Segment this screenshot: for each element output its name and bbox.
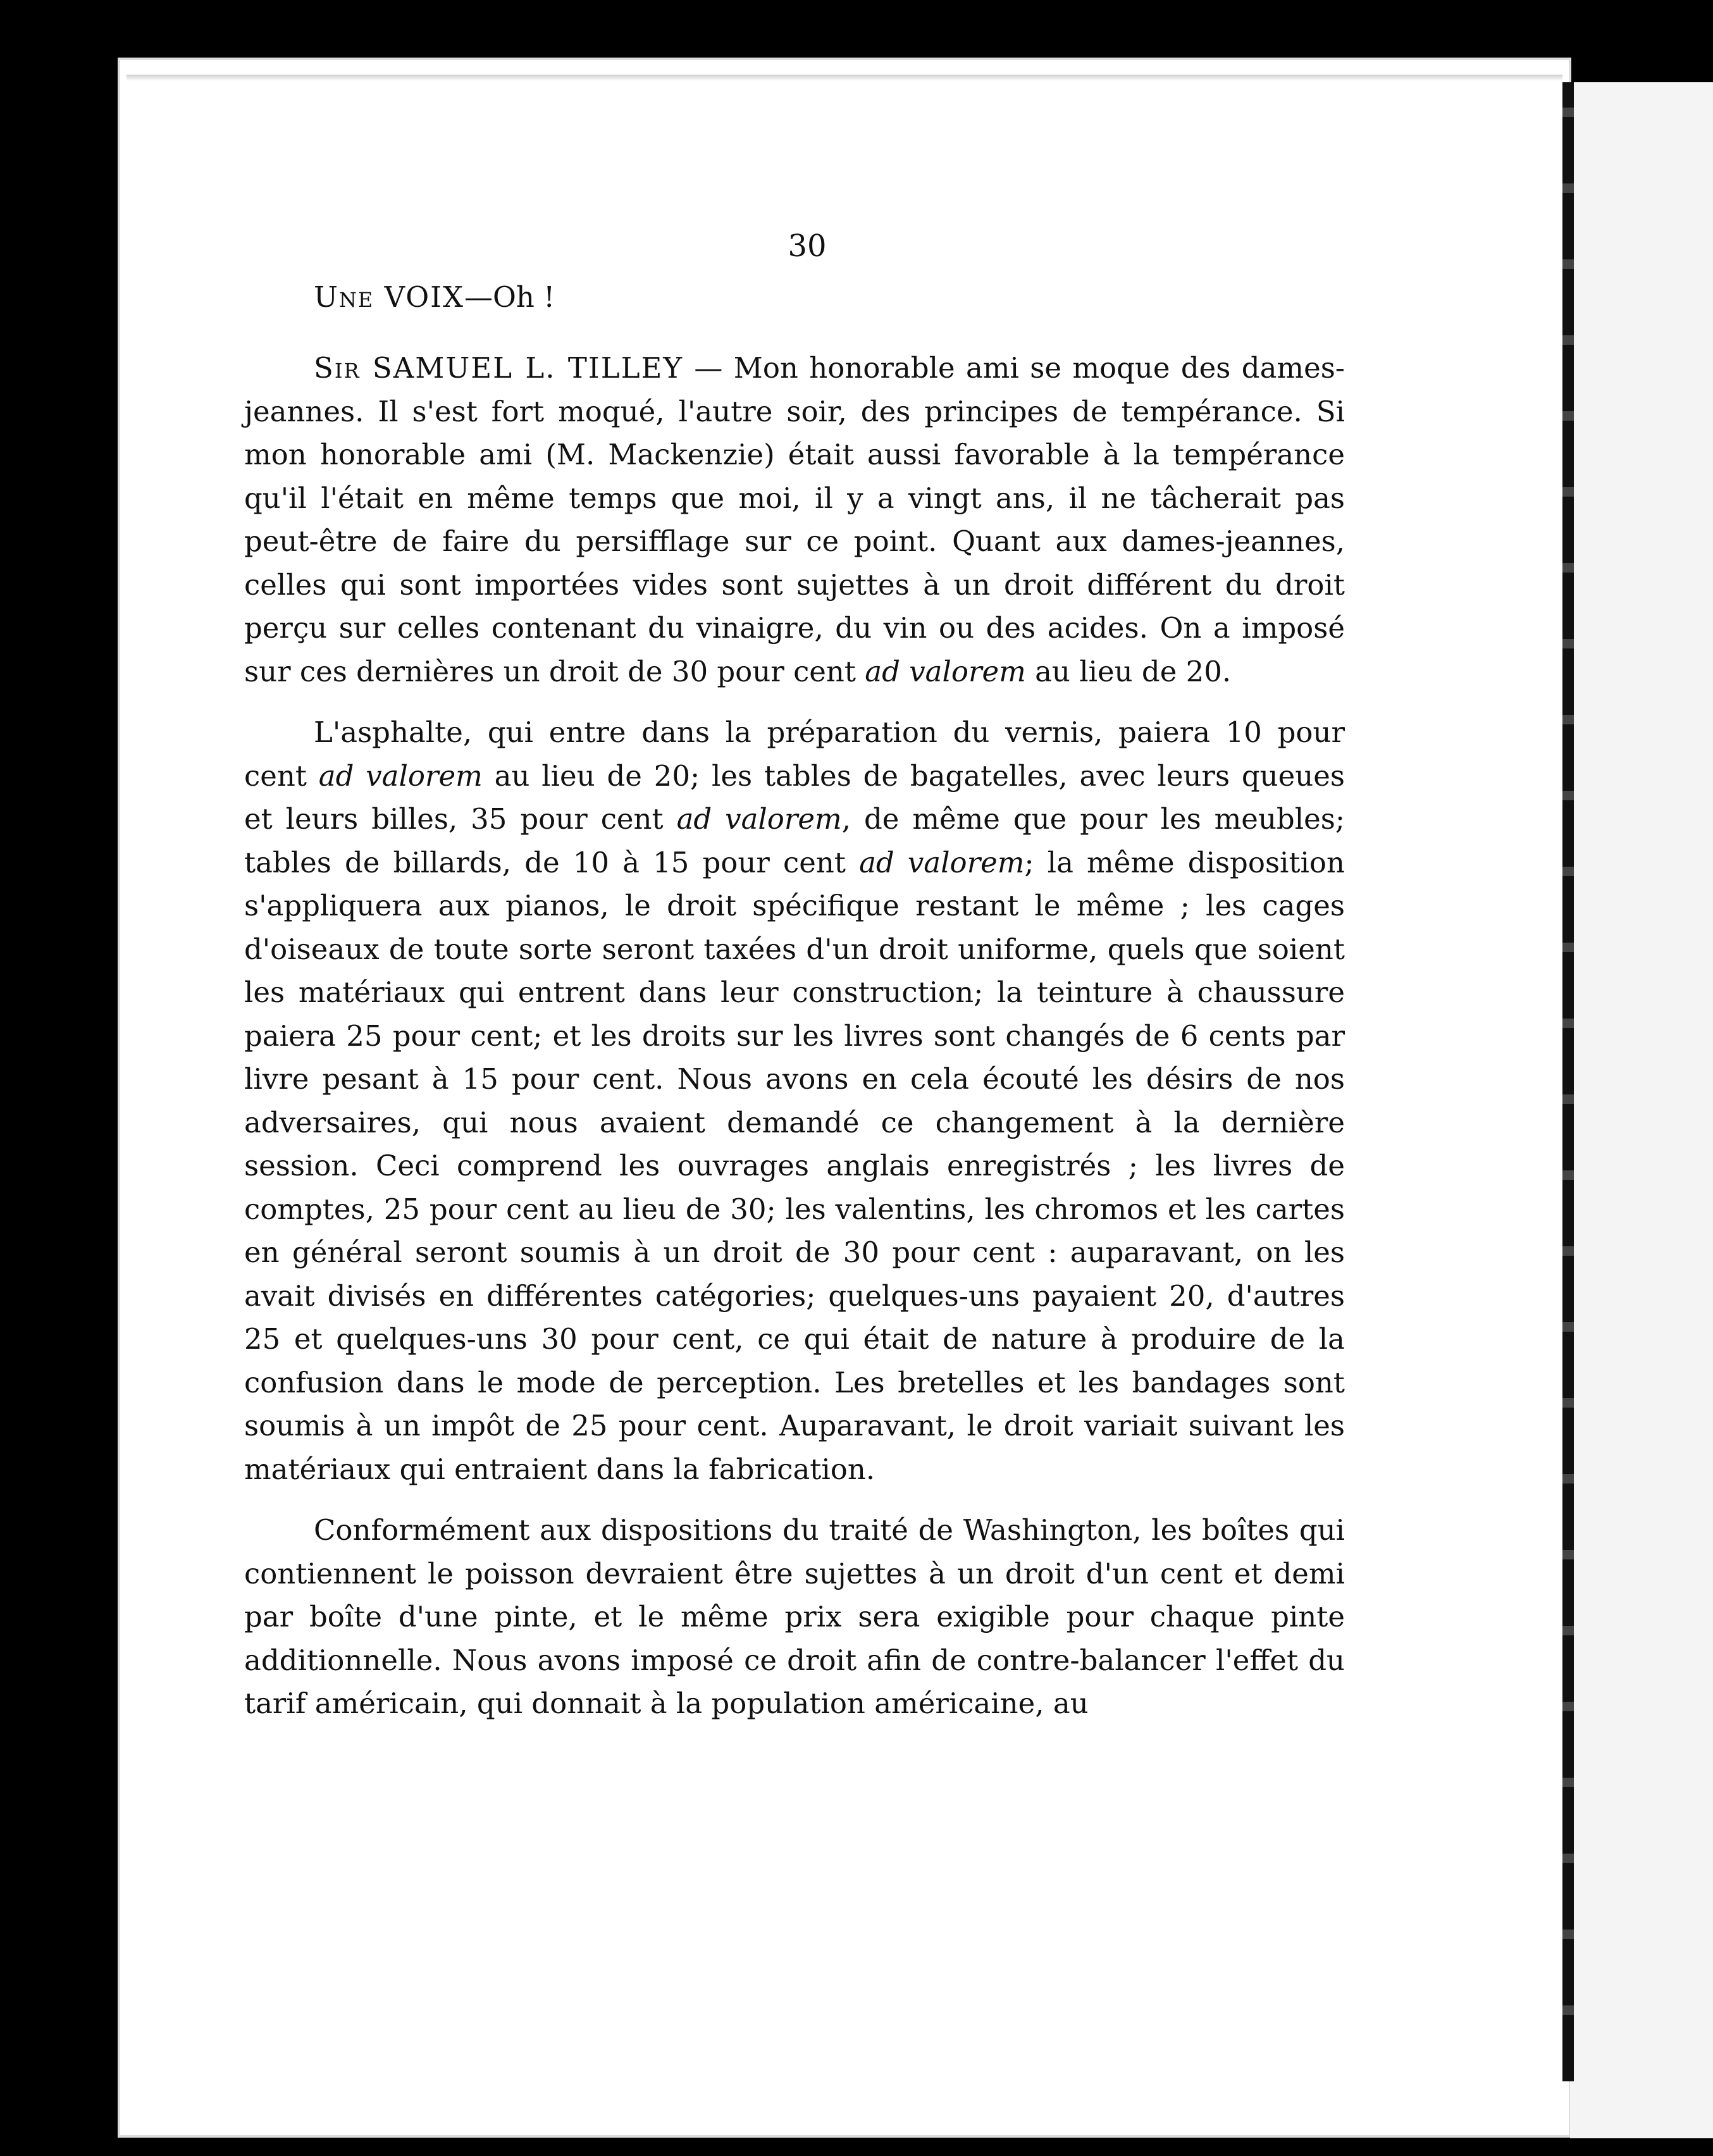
page-number: 30 bbox=[788, 228, 827, 264]
paragraph-asphalt bbox=[244, 711, 1345, 1491]
tilley-italic: ad valorem bbox=[865, 654, 1026, 688]
asphalt-text-3: , de même que pour les meubles; tables de billards, de 10 à 15 pour cent bbox=[244, 802, 1345, 879]
tilley-text-2: au lieu de 20. bbox=[1025, 654, 1232, 688]
page-top-edge bbox=[127, 75, 1562, 81]
asphalt-text-4: ; la même disposition s'appliquera aux pianos, le droit spécifique restant le même ; les cages d'oiseaux de toute sorte seront taxées d'un droit uniforme, quels que soient les matériaux qui entrent dans leur construction; la teinture à chaussure paiera 25 pour cent; et les droits sur les livres sont changés de 6 cents par livre pesant à 15 pour cent. Nous avons en cela écouté les désirs de nos adversaires, qui nous avaient demandé ce changement à la dernière session. Ceci comprend les ouvrages anglais enregistrés ; les livres de comptes, 25 pour cent au lieu de 30; les valentins, les chromos et les cartes en général seront soumis à un droit de 30 pour cent : auparavant, on les avait divisés en différentes catégories; quelques-uns payaient 20, d'autres 25 et quelques-uns 30 pour cent, ce qui était de nature à produire de la confusion dans le mode de perception. Les bretelles et les bandages sont soumis à un impôt de 25 pour cent. Auparavant, le droit variait suivant les matériaux qui entraient dans la fabrication. bbox=[244, 845, 1345, 1486]
speaker-voice: Une VOIX bbox=[314, 280, 464, 314]
tilley-text-1: Mon honorable ami se moque des dames-jeannes. Il s'est fort moqué, l'autre soir, des principes de tempérance. Si mon honorable ami (M. Mackenzie) était aussi favorable à la tempérance qu'il l'était en même temps que moi, il y a vingt ans, il ne tâcherait pas peut-être de faire du persifflage sur ce point. Quant aux dames-jeannes, celles qui sont importées vides sont sujettes à un droit différent du droit perçu sur celles contenant du vinaigre, du vin ou des acides. On a imposé sur ces dernières un droit de 30 pour cent bbox=[244, 351, 1345, 688]
adjacent-page-strip bbox=[1570, 82, 1713, 2138]
tilley-dash: — bbox=[683, 351, 734, 385]
paragraph-tilley bbox=[244, 347, 1345, 693]
voice-line bbox=[244, 276, 1345, 319]
paragraph-washington bbox=[244, 1509, 1345, 1726]
asphalt-text-2: au lieu de 20; les tables de bagatelles, avec leurs queues et leurs billes, 35 pour cent bbox=[244, 759, 1345, 836]
voice-text: Oh ! bbox=[493, 280, 555, 314]
asphalt-italic-3: ad valorem bbox=[859, 845, 1025, 879]
asphalt-italic-2: ad valorem bbox=[676, 802, 842, 836]
asphalt-italic-1: ad valorem bbox=[318, 759, 483, 793]
speaker-tilley: Sir SAMUEL L. TILLEY bbox=[314, 351, 684, 385]
washington-text: Conformément aux dispositions du traité de Washington, les boîtes qui contiennent le poisson devraient être sujettes à un droit d'un cent et demi par boîte d'une pinte, et le même prix sera exigible pour chaque pinte additionnelle. Nous avons imposé ce droit afin de contre-balancer l'effet du tarif américain, qui donnait à la population américaine, au bbox=[244, 1513, 1345, 1720]
binding-edge bbox=[1562, 82, 1574, 2081]
asphalt-text-1: L'asphalte, qui entre dans la préparation du vernis, paiera 10 pour cent bbox=[244, 716, 1345, 793]
page-text bbox=[244, 225, 1345, 1744]
voice-dash: — bbox=[464, 280, 493, 314]
